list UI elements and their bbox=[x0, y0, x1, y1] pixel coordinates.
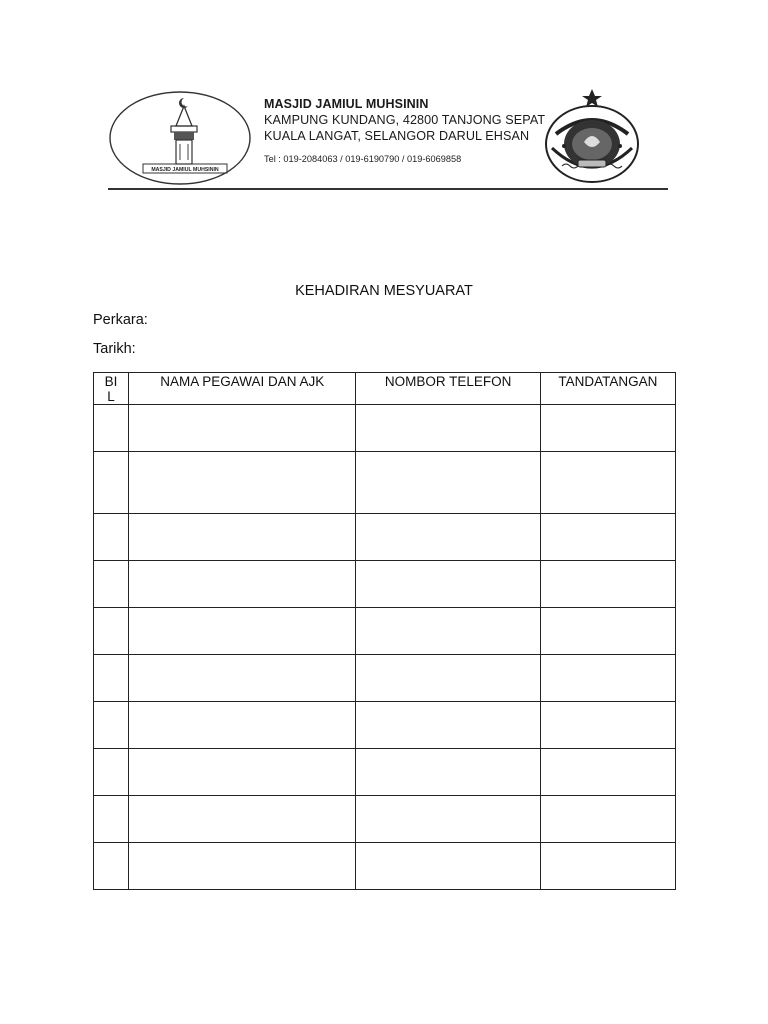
document-title: KEHADIRAN MESYUARAT bbox=[295, 283, 473, 299]
cell-nama[interactable] bbox=[129, 514, 356, 561]
cell-tandatangan[interactable] bbox=[540, 405, 675, 452]
table-row bbox=[94, 405, 676, 452]
telephone-numbers: Tel : 019-2084063 / 019-6190790 / 019-6069858 bbox=[264, 154, 462, 164]
cell-bil[interactable] bbox=[94, 843, 129, 890]
header-bil-line2: L bbox=[107, 389, 115, 404]
cell-telefon[interactable] bbox=[356, 514, 540, 561]
cell-tandatangan[interactable] bbox=[540, 514, 675, 561]
address-line-1: KAMPUNG KUNDANG, 42800 TANJONG SEPAT bbox=[264, 113, 546, 127]
table-row bbox=[94, 561, 676, 608]
cell-nama[interactable] bbox=[129, 843, 356, 890]
cell-telefon[interactable] bbox=[356, 749, 540, 796]
perkara-label: Perkara: bbox=[93, 312, 148, 328]
cell-nama[interactable] bbox=[129, 452, 356, 514]
cell-tandatangan[interactable] bbox=[540, 843, 675, 890]
header-bil-line1: BI bbox=[104, 374, 118, 389]
header-tandatangan: TANDATANGAN bbox=[540, 373, 675, 405]
table-header-row bbox=[94, 373, 676, 405]
state-crest-icon bbox=[542, 86, 658, 186]
cell-bil[interactable] bbox=[94, 561, 129, 608]
address-line-2: KUALA LANGAT, SELANGOR DARUL EHSAN bbox=[264, 129, 530, 143]
cell-telefon[interactable] bbox=[356, 702, 540, 749]
tarikh-label: Tarikh: bbox=[93, 341, 136, 357]
table-row bbox=[94, 608, 676, 655]
cell-telefon[interactable] bbox=[356, 561, 540, 608]
cell-nama[interactable] bbox=[129, 608, 356, 655]
cell-telefon[interactable] bbox=[356, 405, 540, 452]
cell-tandatangan[interactable] bbox=[540, 561, 675, 608]
header-nama: NAMA PEGAWAI DAN AJK bbox=[129, 373, 356, 405]
cell-bil[interactable] bbox=[94, 702, 129, 749]
letterhead-text bbox=[264, 96, 544, 164]
cell-bil[interactable] bbox=[94, 405, 129, 452]
cell-tandatangan[interactable] bbox=[540, 796, 675, 843]
header-telefon: NOMBOR TELEFON bbox=[356, 373, 540, 405]
table-row bbox=[94, 749, 676, 796]
cell-bil[interactable] bbox=[94, 452, 129, 514]
header-bil bbox=[94, 373, 129, 405]
cell-bil[interactable] bbox=[94, 514, 129, 561]
table-row bbox=[94, 655, 676, 702]
cell-telefon[interactable] bbox=[356, 796, 540, 843]
cell-nama[interactable] bbox=[129, 702, 356, 749]
table-row bbox=[94, 514, 676, 561]
cell-telefon[interactable] bbox=[356, 452, 540, 514]
table-row bbox=[94, 796, 676, 843]
cell-bil[interactable] bbox=[94, 608, 129, 655]
cell-bil[interactable] bbox=[94, 796, 129, 843]
attendance-table bbox=[93, 372, 676, 890]
cell-telefon[interactable] bbox=[356, 655, 540, 702]
cell-tandatangan[interactable] bbox=[540, 608, 675, 655]
cell-nama[interactable] bbox=[129, 749, 356, 796]
table-row bbox=[94, 452, 676, 514]
table-row bbox=[94, 702, 676, 749]
cell-nama[interactable] bbox=[129, 796, 356, 843]
mosque-minaret-crescent-icon bbox=[108, 86, 258, 190]
cell-tandatangan[interactable] bbox=[540, 702, 675, 749]
letterhead-divider bbox=[108, 188, 668, 190]
cell-nama[interactable] bbox=[129, 655, 356, 702]
cell-tandatangan[interactable] bbox=[540, 655, 675, 702]
cell-nama[interactable] bbox=[129, 405, 356, 452]
svg-text:MASJID JAMIUL MUHSININ: MASJID JAMIUL MUHSININ bbox=[151, 167, 219, 173]
cell-bil[interactable] bbox=[94, 655, 129, 702]
cell-tandatangan[interactable] bbox=[540, 452, 675, 514]
cell-tandatangan[interactable] bbox=[540, 749, 675, 796]
cell-telefon[interactable] bbox=[356, 843, 540, 890]
mosque-name: MASJID JAMIUL MUHSININ bbox=[264, 97, 429, 111]
cell-nama[interactable] bbox=[129, 561, 356, 608]
cell-telefon[interactable] bbox=[356, 608, 540, 655]
table-row bbox=[94, 843, 676, 890]
cell-bil[interactable] bbox=[94, 749, 129, 796]
letterhead bbox=[108, 86, 668, 190]
